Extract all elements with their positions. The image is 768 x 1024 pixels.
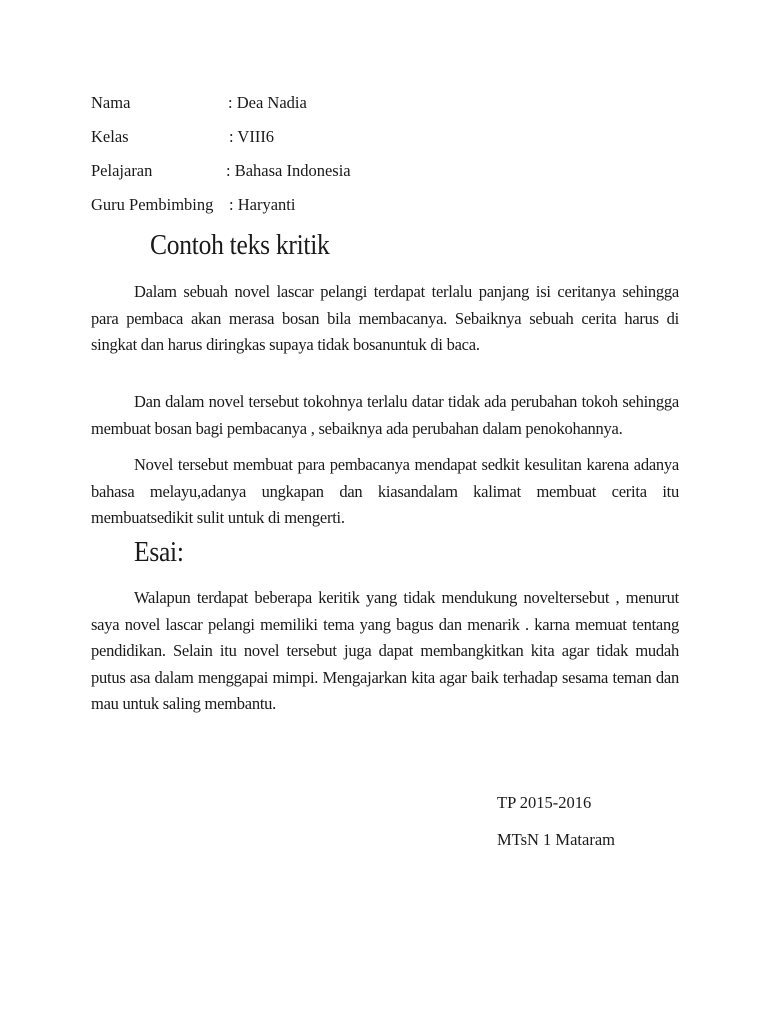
kritik-paragraph: Dan dalam novel tersebut tokohnya terlalu datar tidak ada perubahan tokoh sehingga membuat bosan bagi pembacanya , sebaiknya ada perubahan dalam penokohannya. xyxy=(91,392,679,438)
info-label: Pelajaran xyxy=(91,161,153,180)
info-label: Nama xyxy=(91,93,131,112)
school-name: MTsN 1 Mataram xyxy=(497,830,615,849)
esai-paragraph: Walapun terdapat beberapa keritik yang tidak mendukung noveltersebut , menurut saya novel lascar pelangi memiliki tema yang bagus dan menarik . karna memuat tentang pendidikan. Selain itu novel tersebut juga dapat membangkitkan kita agar tidak mudah putus asa dalam menggapai mimpi. Mengajarkan kita agar baik terhadap sesama teman dan mau untuk saling membantu. xyxy=(91,588,679,713)
info-value: : Bahasa Indonesia xyxy=(226,161,351,180)
kritik-paragraph: Novel tersebut membuat para pembacanya mendapat sedkit kesulitan karena adanya bahasa melayu,adanya ungkapan dan kiasandalam kalimat membuat cerita itu membuatsedikit sulit untuk di mengerti. xyxy=(91,455,679,527)
footer-block xyxy=(497,792,615,866)
info-value: : VIII6 xyxy=(229,127,275,146)
info-label: Kelas xyxy=(91,127,129,146)
info-label: Guru Pembimbing xyxy=(91,195,214,214)
document-title: Contoh teks kritik xyxy=(150,229,330,261)
kritik-paragraph: Dalam sebuah novel lascar pelangi terdapat terlalu panjang isi ceritanya sehingga para pembaca akan merasa bosan bila membacanya. Sebaiknya sebuah cerita harus di singkat dan harus diringkas supaya tidak bosanuntuk di baca. xyxy=(91,282,679,354)
info-value: : Haryanti xyxy=(229,195,296,214)
info-value: : Dea Nadia xyxy=(228,93,307,112)
school-year: TP 2015-2016 xyxy=(497,793,592,812)
esai-heading: Esai: xyxy=(134,536,184,568)
